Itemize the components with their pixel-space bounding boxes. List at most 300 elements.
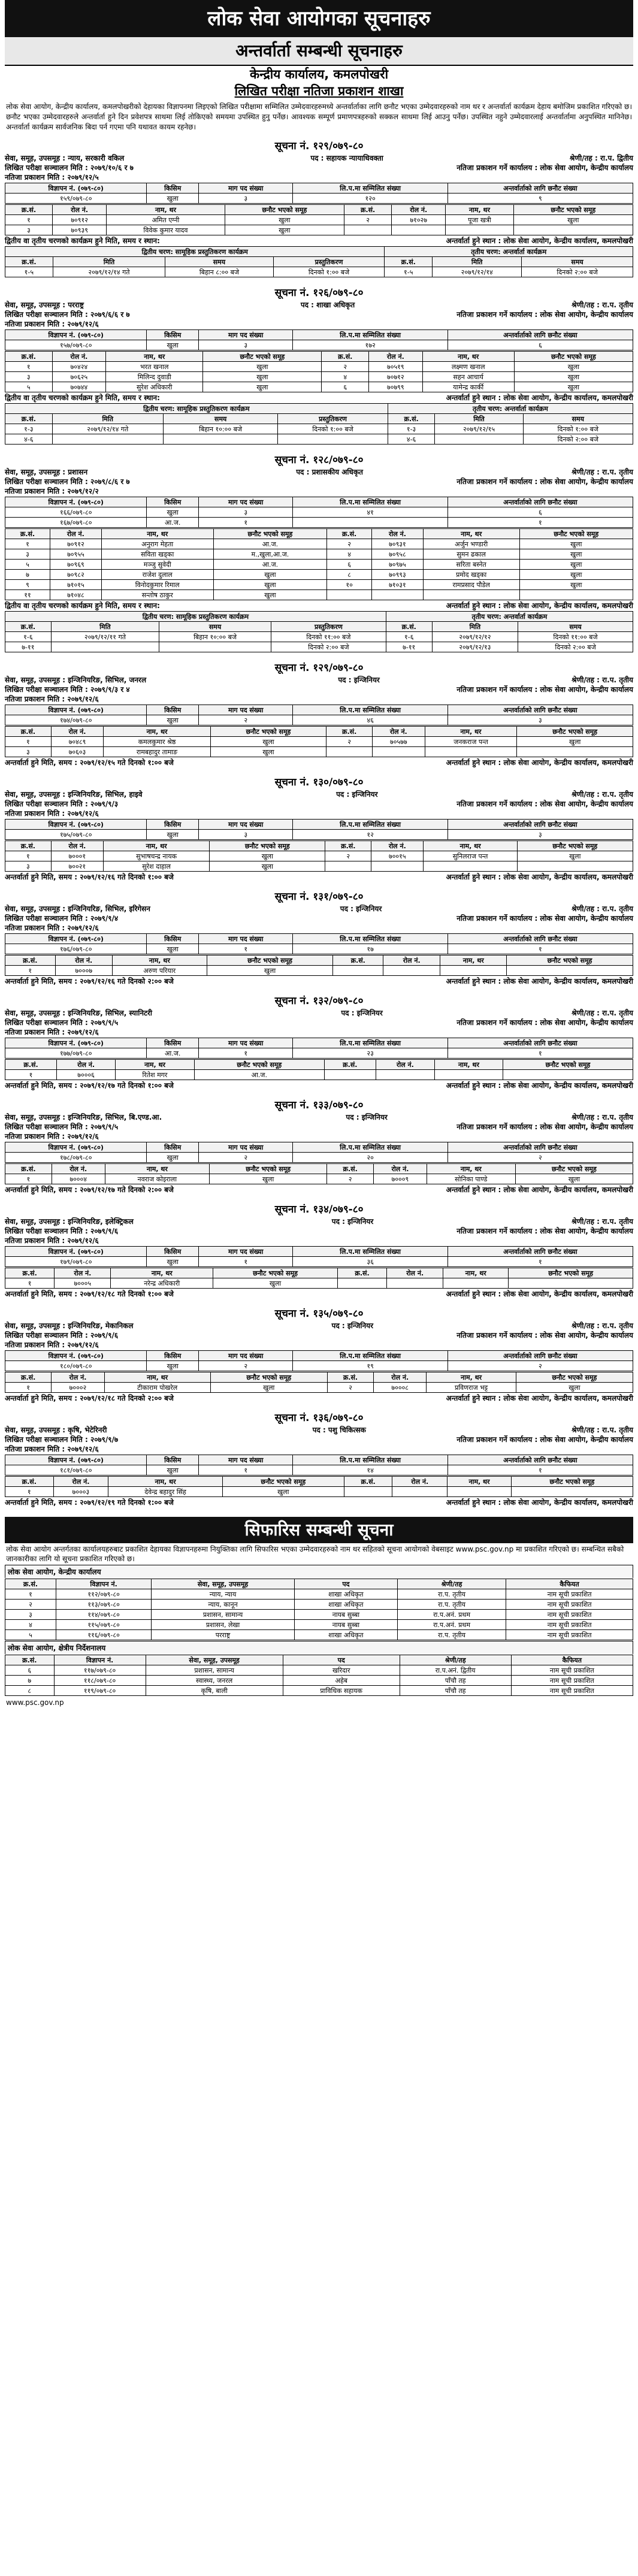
table-header-cell: लि.प.मा सम्मिलित संख्या — [293, 1351, 447, 1361]
table-header-row — [5, 247, 633, 257]
table-cell: नाम सूची प्रकाशित — [506, 1589, 633, 1600]
table-header-cell: किसिम — [147, 1247, 199, 1257]
table-cell: आ.ज. — [147, 518, 199, 528]
table-header-cell: लि.प.मा सम्मिलित संख्या — [293, 820, 447, 830]
table-cell: १७६/०७९-८० — [5, 944, 147, 954]
table-header-cell: विज्ञापन नं. (०७९-८०) — [5, 1247, 147, 1257]
table-header-cell: अन्तर्वार्ताको लागि छनौट संख्या — [447, 705, 633, 715]
post-name: पद : इन्जिनियर — [340, 905, 382, 913]
table-header-cell: नाम, थर — [104, 727, 210, 737]
table-cell: ७०७४४ — [52, 382, 106, 392]
table-cell: ११३/०७९-८० — [56, 1600, 151, 1610]
table-cell: १ — [5, 539, 50, 549]
table-header-cell: रोल नं. — [373, 727, 425, 737]
table-cell: ६ — [327, 560, 372, 570]
table-cell: खुला — [519, 560, 633, 570]
table-header-cell: क्र.सं. — [5, 1164, 52, 1174]
table-cell: खुला — [147, 1153, 199, 1163]
table-cell: ७०४२४ — [52, 362, 106, 372]
table-cell: २ — [327, 1174, 374, 1184]
table-cell: ३ — [5, 549, 50, 560]
publishing-office: नतिजा प्रकाशन गर्ने कार्यालय : लोक सेवा आयोग, केन्द्रीय कार्यालय — [456, 1018, 633, 1027]
table-cell: दिनको १:०० बजे — [278, 424, 388, 434]
table-cell: दिनको २:०० बजे — [518, 642, 633, 652]
table-cell: ७००२१ — [51, 861, 103, 872]
table-cell: ७०९६९ — [50, 560, 102, 570]
table-header-cell: नाम, थर — [106, 352, 203, 362]
table-cell: ५ — [5, 560, 50, 570]
notice-block — [5, 1306, 633, 1407]
table-row — [5, 1174, 633, 1184]
table-header-cell: अन्तर्वार्ताको लागि छनौट संख्या — [447, 1038, 633, 1048]
table-header-cell: रोल नं. — [52, 1372, 104, 1383]
table-header-cell: नाम, थर — [104, 841, 210, 851]
candidate-table — [5, 351, 633, 392]
table-row — [5, 1610, 633, 1620]
table-cell: नायब सुब्बा — [294, 1620, 397, 1630]
table-cell: ७०९८२ — [50, 570, 102, 580]
table-cell: कृषि, बाली — [146, 1686, 283, 1696]
table-cell — [333, 966, 383, 976]
table-cell: रामबहादुर तामाङ — [104, 747, 210, 757]
table-header-cell: छनौट भएको समूह — [517, 841, 633, 851]
table-cell: ३ — [199, 507, 293, 518]
table-header-cell: समय — [159, 622, 271, 632]
table-header-cell: मिति — [51, 622, 159, 632]
venue: अन्तर्वार्ता हुने स्थान : लोक सेवा आयोग, केन्द्रीय कार्यालय, कमलपोखरी — [446, 394, 633, 402]
table-header-cell: रोल नं. — [376, 1060, 434, 1070]
publishing-office: नतिजा प्रकाशन गर्ने कार्यालय : लोक सेवा आयोग, केन्द्रीय कार्यालय — [456, 800, 633, 808]
table-cell — [344, 225, 392, 235]
table-header-cell: सेवा, समूह, उपसमूह — [146, 1655, 283, 1665]
interview-datetime: अन्तर्वार्ता हुने मिति, समय : २०७९/१२/१६ गते दिनको १:०० बजे — [5, 873, 174, 881]
table-cell: ७०७१२ — [369, 372, 423, 382]
spacer — [5, 986, 633, 990]
table-header-cell: विज्ञापन नं. (०७९-८०) — [5, 705, 147, 715]
table-header-cell: नाम, थर — [111, 1268, 213, 1278]
table-cell: ७०५१९ — [369, 362, 423, 372]
spacer — [5, 882, 633, 885]
table-cell — [52, 434, 163, 445]
table-cell: १ — [199, 518, 293, 528]
post-name: पद : इन्जिनियर — [331, 1217, 374, 1226]
table-cell: १२० — [293, 193, 447, 204]
table-cell: भरत खनाल — [106, 362, 203, 372]
table-cell: आ.ज. — [213, 539, 326, 549]
table-cell: ७०००१ — [51, 851, 103, 861]
table-header-cell: क्र.सं. — [5, 1477, 54, 1487]
table-header-cell: लि.प.मा सम्मिलित संख्या — [293, 1247, 447, 1257]
result-date: नतिजा प्रकाशन मिति : २०७९/१२/६ — [5, 320, 99, 328]
table-cell: १७४/०७९-८० — [5, 715, 147, 725]
table-header-cell: नाम, थर — [446, 205, 513, 215]
table-cell: खुला — [210, 861, 325, 872]
table-header-cell: छनौट भएको समूह — [207, 956, 333, 966]
table-cell: ४१ — [293, 507, 447, 518]
table-header-cell: समय — [518, 622, 633, 632]
table-cell — [278, 434, 388, 445]
table-header-cell: छनौट भएको समूह — [213, 529, 326, 539]
table-cell: कमलकुमार श्रेष्ठ — [104, 737, 210, 747]
notice-meta-2 — [5, 799, 633, 809]
notice-number: सूचना नं. १३४/०७९-८० — [274, 1204, 364, 1216]
table-cell: ७ — [5, 1676, 55, 1686]
table-header-cell: लि.प.मा सम्मिलित संख्या — [293, 1038, 447, 1048]
schedule-label — [5, 236, 633, 246]
table-cell: २ — [327, 1383, 373, 1393]
notice-block — [5, 452, 633, 657]
table-cell — [163, 434, 278, 445]
table-header-cell: नाम, थर — [105, 1164, 210, 1174]
table-cell: २ — [325, 851, 371, 861]
table-header-cell: क्र.सं. — [327, 1164, 374, 1174]
interview-datetime: अन्तर्वार्ता हुने मिति, समय : २०७९/१२/१५ गते दिनको १:०० बजे — [5, 758, 174, 767]
spacer — [5, 445, 633, 449]
service-group: सेवा, समूह, उपसमूह : कृषि, भेटेरिनरी — [5, 1426, 107, 1434]
table-cell: खुला — [517, 851, 633, 861]
result-date: नतिजा प्रकाशन मिति : २०७९/१२/६ — [5, 809, 99, 818]
notice-meta — [5, 1321, 633, 1331]
table-cell: सुभाषचन्द्र नायक — [104, 851, 210, 861]
table-cell: खुला — [203, 372, 322, 382]
venue: अन्तर्वार्ता हुने स्थान : लोक सेवा आयोग, केन्द्रीय कार्यालय, कमलपोखरी — [446, 977, 633, 985]
schedule-label — [5, 393, 633, 403]
table-header-cell: रोल नं. — [374, 1372, 427, 1383]
table-header-cell: सेवा, समूह, उपसमूह — [152, 1579, 295, 1589]
table-cell: २ — [447, 1361, 633, 1371]
table-header-cell: माग पद संख्या — [199, 705, 293, 715]
table-row — [5, 1600, 633, 1610]
table-row — [5, 1361, 633, 1371]
venue: अन्तर्वार्ता हुने स्थान : लोक सेवा आयोग, केन्द्रीय कार्यालय, कमलपोखरी — [446, 237, 633, 245]
notice-meta — [5, 300, 633, 310]
spacer — [5, 653, 633, 657]
table-header-cell: किसिम — [147, 934, 199, 944]
exam-date: लिखित परीक्षा सञ्चालन मिति : २०७९/९/४ — [5, 914, 119, 923]
service-group: सेवा, समूह, उपसमूह : न्याय, सरकारी वकिल — [5, 154, 125, 162]
notice-meta-2 — [5, 1226, 633, 1236]
table-cell: १ — [199, 1048, 293, 1059]
table-cell: ७-११ — [386, 642, 432, 652]
table-cell: सुनिलराज पन्त — [424, 851, 517, 861]
table-header-cell: क्र.सं. — [5, 727, 52, 737]
table-cell — [344, 1487, 392, 1497]
table-row — [5, 1278, 633, 1289]
table-header-row — [5, 404, 633, 414]
table-cell — [371, 861, 424, 872]
table-cell — [511, 1487, 633, 1497]
table-cell: ७१०१५ — [50, 580, 102, 590]
table-cell: खुला — [515, 1174, 633, 1184]
table-header-cell: छनौट भएको समूह — [210, 841, 325, 851]
table-header-cell: क्र.सं. — [5, 257, 53, 267]
table-cell: विनोदकुमार रिमाल — [101, 580, 213, 590]
table-cell: १-३ — [388, 424, 435, 434]
table-header-row — [5, 1372, 633, 1383]
table-header-row — [5, 956, 633, 966]
vacancy-table — [5, 933, 633, 954]
table-row — [5, 539, 633, 549]
table-cell: ३ — [5, 225, 53, 235]
grade-level: श्रेणी/तह : रा.प. तृतीय — [572, 1009, 633, 1017]
table-header-cell: समय — [522, 257, 633, 267]
table-cell: ७ — [5, 570, 50, 580]
table-header-cell: नाम, थर — [440, 956, 507, 966]
table-header-cell: माग पद संख्या — [199, 934, 293, 944]
table-cell: ३ — [199, 193, 293, 204]
table-header-cell: छनौट भएको समूह — [517, 727, 633, 737]
table-cell — [443, 1278, 509, 1289]
service-group: सेवा, समूह, उपसमूह : इन्जिनियरिङ, सिभिल, हाइवे — [5, 790, 143, 799]
spacer — [5, 1195, 633, 1198]
interview-info — [5, 976, 633, 986]
table-cell: ७०९९३ — [372, 570, 424, 580]
table-cell: १ — [199, 1257, 293, 1267]
table-cell: १६७/०७९-८० — [5, 518, 147, 528]
table-header-cell: छनौट भएको समूह — [515, 1164, 633, 1174]
grade-level: श्रेणी/तह : रा.प. तृतीय — [572, 905, 633, 913]
result-date: नतिजा प्रकाशन मिति : २०७९/१२/५ — [5, 173, 99, 182]
table-cell: शाखा अधिकृत — [294, 1600, 397, 1610]
table-header-cell: नाम, थर — [447, 1477, 512, 1487]
publishing-office: नतिजा प्रकाशन गर्ने कार्यालय : लोक सेवा आयोग, केन्द्रीय कार्यालय — [456, 477, 633, 486]
table-cell: नाम सूची प्रकाशित — [511, 1665, 633, 1676]
table-header-cell: विज्ञापन नं. (०७९-८०) — [5, 330, 147, 340]
table-cell — [324, 1070, 376, 1080]
table-header-cell: विज्ञापन नं. (०७९-८०) — [5, 934, 147, 944]
table-row — [5, 632, 633, 642]
spacer — [5, 1090, 633, 1094]
table-cell: ७०९७५ — [372, 560, 424, 570]
service-group: सेवा, समूह, उपसमूह : इन्जिनियरिङ, सिभिल, बि.एण्ड.आ. — [5, 1113, 162, 1121]
exam-date: लिखित परीक्षा सञ्चालन मिति : २०७९/९/६ — [5, 1227, 119, 1235]
table-header-cell: रोल नं. — [57, 1060, 116, 1070]
service-group: सेवा, समूह, उपसमूह : इन्जिनियरिङ, सिभिल, इरिगेसन — [5, 905, 150, 913]
table-cell: १-५ — [5, 267, 53, 277]
table-cell: देवेन्द्र बहादुर सिंह — [108, 1487, 222, 1497]
table-cell: बिहान १०:०० बजे — [163, 424, 278, 434]
table-cell: ७०६२५ — [52, 372, 106, 382]
candidate-table — [5, 528, 633, 600]
table-header-cell: क्र.सं. — [5, 1060, 57, 1070]
table-cell: टीकाराम पोखरेल — [104, 1383, 210, 1393]
notice-number: सूचना नं. १३३/०७९-८० — [274, 1099, 364, 1111]
table-header-cell: नाम, थर — [112, 956, 207, 966]
table-cell: ७००१५ — [371, 851, 424, 861]
table-cell: १ — [5, 1383, 52, 1393]
table-header-cell: रोल नं. — [53, 1477, 108, 1487]
table-cell: १ — [447, 1257, 633, 1267]
table-cell: राजेश दुलाल — [101, 570, 213, 580]
table-cell: रितेश मगर — [116, 1070, 195, 1080]
table-header-cell: माग पद संख्या — [199, 183, 293, 193]
table-header-cell: माग पद संख्या — [199, 820, 293, 830]
table-cell: १ — [5, 1278, 55, 1289]
office-name: केन्द्रीय कार्यालय, कमलपोखरी — [249, 67, 389, 81]
table-cell: २ — [199, 715, 293, 725]
result-date: नतिजा प्रकाशन मिति : २०७९/१२/६ — [5, 1236, 99, 1245]
result-date: नतिजा प्रकाशन मिति : २०७९/१२/६ — [5, 695, 99, 703]
table-cell: रा.प. तृतीय — [397, 1600, 506, 1610]
interview-info — [5, 1185, 633, 1195]
result-date: नतिजा प्रकाशन मिति : २०७९/१२/६ — [5, 1445, 99, 1453]
table-cell: १ — [5, 1174, 52, 1184]
vacancy-table — [5, 497, 633, 528]
schedule-heading: द्वितीय वा तृतीय चरणको कार्यक्रम हुने मिति, समय र स्थान: — [5, 601, 160, 610]
table-cell: सोनिका पाण्डे — [427, 1174, 515, 1184]
vacancy-table — [5, 329, 633, 350]
table-header-cell: नाम, थर — [427, 1164, 515, 1174]
table-cell: १ — [5, 966, 56, 976]
table-header-cell: कैफियत — [511, 1655, 633, 1665]
schedule-table — [5, 611, 633, 652]
table-header-cell: क्र.सं. — [5, 352, 53, 362]
table-header-cell: विज्ञापन नं. (०७९-८०) — [5, 497, 147, 507]
table-cell — [425, 747, 517, 757]
table-cell: ७०००७ — [55, 966, 112, 976]
table-cell: अनुराग मेहता — [101, 539, 213, 549]
table-header-cell: रोल नं. — [383, 956, 440, 966]
table-header-cell: किसिम — [147, 820, 199, 830]
service-group: सेवा, समूह, उपसमूह : इन्जिनियरिङ, मेकानिकल — [5, 1322, 134, 1330]
vacancy-table — [5, 1455, 633, 1476]
table-cell: १ — [5, 851, 52, 861]
website-link[interactable]: www.psc.gov.np — [6, 1698, 64, 1707]
table-row — [5, 518, 633, 528]
table-cell: ७०००६ — [57, 1070, 116, 1080]
table-cell: दिनको १:०० बजे — [273, 267, 385, 277]
notice-number: सूचना नं. १२८/०७९-८० — [274, 454, 364, 466]
publishing-office: नतिजा प्रकाशन गर्ने कार्यालय : लोक सेवा आयोग, केन्द्रीय कार्यालय — [456, 1123, 633, 1131]
table-header-cell: क्र.सं. — [5, 1655, 55, 1665]
table-cell — [51, 642, 159, 652]
table-cell — [446, 225, 513, 235]
notice-block — [5, 1097, 633, 1198]
grade-level: श्रेणी/तह : रा.प. तृतीय — [572, 1426, 633, 1434]
exam-date: लिखित परीक्षा सञ्चालन मिति : २०७९/९/७ — [5, 1435, 119, 1444]
table-header-cell: रोल नं. — [50, 529, 102, 539]
interview-datetime: अन्तर्वार्ता हुने मिति, समय : २०७९/१२/१८ गते दिनको १:०० बजे — [5, 1290, 174, 1298]
table-row — [5, 193, 633, 204]
table-cell — [507, 966, 633, 976]
notice-meta-2 — [5, 1122, 633, 1132]
table-header-cell: अन्तर्वार्ताको लागि छनौट संख्या — [447, 1247, 633, 1257]
table-row — [5, 590, 633, 600]
table-header-cell: लि.प.मा सम्मिलित संख्या — [293, 183, 447, 193]
table-header-cell: छनौट भएको समूह — [203, 352, 322, 362]
table-row — [5, 1487, 633, 1497]
table-row — [5, 1589, 633, 1600]
table-cell: बिहान ८:०० बजे — [165, 267, 273, 277]
table-cell: खुला — [210, 1383, 327, 1393]
table-row — [5, 362, 633, 372]
table-cell: सरिता बस्नेत — [423, 560, 519, 570]
table-header-cell: क्र.सं. — [5, 414, 53, 424]
table-cell: ४ — [327, 549, 372, 560]
table-row — [5, 747, 633, 757]
exam-date: लिखित परीक्षा सञ्चालन मिति : २०७९/८/६ र ७ — [5, 477, 130, 486]
table-cell: खुला — [147, 340, 199, 350]
exam-date: लिखित परीक्षा सञ्चालन मिति : २०७९/९/३ र ४ — [5, 685, 130, 694]
table-cell: ११ — [5, 590, 50, 600]
table-header-cell: नाम, थर — [424, 841, 517, 851]
notice-meta — [5, 1217, 633, 1226]
table-cell: अर्जुन भण्डारी — [423, 539, 519, 549]
table-cell — [447, 1487, 512, 1497]
table-header-row — [5, 1038, 633, 1048]
notice-block — [5, 889, 633, 990]
table-cell — [424, 861, 517, 872]
vacancy-table — [5, 1142, 633, 1163]
table-row — [5, 861, 633, 872]
candidate-table — [5, 1476, 633, 1497]
table-cell: ७०९५८ — [372, 549, 424, 560]
table-row — [5, 642, 633, 652]
exam-date: लिखित परीक्षा सञ्चालन मिति : २०७९/९/५ — [5, 1018, 119, 1027]
table-cell: खुला — [225, 215, 344, 225]
table-cell: खुला — [147, 1465, 199, 1476]
notice-meta-2 — [5, 1331, 633, 1340]
result-date: नतिजा प्रकाशन मिति : २०७९/१२/६ — [5, 1028, 99, 1036]
table-cell: ७-११ — [5, 642, 52, 652]
table-cell: २ — [5, 1600, 56, 1610]
table-cell: १० — [327, 580, 372, 590]
notice-number: सूचना नं. १३०/०७९-८० — [274, 776, 364, 788]
table-header-cell: माग पद संख्या — [199, 1038, 293, 1048]
publishing-office: नतिजा प्रकाशन गर्ने कार्यालय : लोक सेवा आयोग, केन्द्रीय कार्यालय — [456, 1331, 633, 1340]
table-cell: खुला — [225, 225, 344, 235]
table-cell: खुला — [513, 215, 633, 225]
recommendation-table-2 — [5, 1655, 633, 1696]
table-header-cell: प्रस्तुतिकरण — [271, 622, 386, 632]
table-cell: १७५/०७९-८० — [5, 830, 147, 840]
table-cell: १-५ — [385, 267, 433, 277]
table-cell — [513, 225, 633, 235]
table-cell: ७०००२ — [52, 1383, 104, 1393]
publishing-office: नतिजा प्रकाशन गर्ने कार्यालय : लोक सेवा आयोग, केन्द्रीय कार्यालय — [456, 310, 633, 319]
table-cell: खुला — [519, 539, 633, 549]
venue: अन्तर्वार्ता हुने स्थान : लोक सेवा आयोग, केन्द्रीय कार्यालय, कमलपोखरी — [446, 1186, 633, 1194]
table-cell: रा.प.अनं. प्रथम — [397, 1620, 506, 1630]
venue: अन्तर्वार्ता हुने स्थान : लोक सेवा आयोग, केन्द्रीय कार्यालय, कमलपोखरी — [446, 758, 633, 767]
table-cell: अरुण परियार — [112, 966, 207, 976]
page-title: लोक सेवा आयोगका सूचनाहरु — [5, 0, 633, 37]
table-header-row — [5, 1060, 633, 1070]
table-cell — [517, 861, 633, 872]
interview-datetime: अन्तर्वार्ता हुने मिति, समय : २०७९/१२/१९ गते दिनको १:०० बजे — [5, 1498, 174, 1507]
vacancy-table — [5, 819, 633, 840]
table-header-cell: समय — [163, 414, 278, 424]
table-cell: ४६ — [293, 715, 447, 725]
table-cell: खुला — [147, 507, 199, 518]
vacancy-table — [5, 1350, 633, 1371]
table-cell: नाम सूची प्रकाशित — [506, 1600, 633, 1610]
table-cell: ३ — [199, 830, 293, 840]
vacancy-table — [5, 1246, 633, 1267]
post-name: पद : इन्जिनियर — [338, 676, 380, 684]
table-header-row — [5, 257, 633, 267]
table-cell: ३ — [5, 1610, 56, 1620]
table-header-cell: क्र.सं. — [5, 1268, 55, 1278]
table-row — [5, 549, 633, 560]
table-cell: रा.प.अनं. प्रथम — [397, 1610, 506, 1620]
table-header-cell: श्रेणी/तह — [397, 1579, 506, 1589]
table-header-cell: मिति — [432, 622, 518, 632]
table-header-cell: नाम, थर — [104, 1372, 210, 1383]
table-header-cell: रोल नं. — [52, 352, 106, 362]
table-cell: खुला — [514, 362, 633, 372]
table-header-cell: छनौट भएको समूह — [225, 205, 344, 215]
